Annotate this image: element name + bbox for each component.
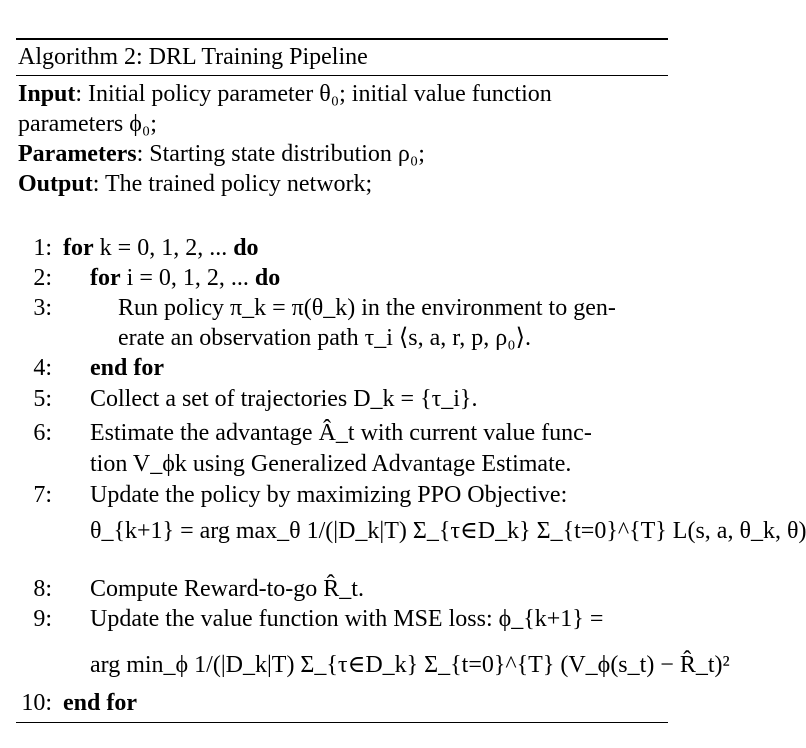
output-label: Output	[18, 171, 93, 197]
algorithm-title: Algorithm 2: DRL Training Pipeline	[18, 44, 368, 70]
output-text: : The trained policy network;	[92, 171, 373, 197]
output-line	[18, 169, 372, 199]
step-1	[63, 233, 259, 263]
step-6-line-2: tion V_ϕk using Generalized Advantage Estimate.	[90, 451, 572, 477]
step-2-for-keyword: for	[90, 265, 121, 291]
step-9-line-2: arg min_ϕ 1/(|D_k|T) Σ_{τ∈D_k} Σ_{t=0}^{T} (V_ϕ(s_t) − R̂_t)²	[90, 652, 730, 678]
step-10-end-for-keyword: end for	[63, 690, 137, 716]
step-9-line-1: Update the value function with MSE loss: ϕ_{k+1} =	[90, 606, 604, 632]
step-3-line-2: erate an observation path τ_i ⟨s, a, r, p, ρ₀⟩.	[118, 325, 531, 351]
step-8-number: 8:	[33, 576, 52, 602]
step-5-number: 5:	[33, 386, 52, 412]
step-2-expression: i = 0, 1, 2, ...	[126, 265, 249, 291]
step-1-expression: k = 0, 1, 2, ...	[99, 235, 228, 261]
step-3-number: 3:	[33, 295, 52, 321]
step-10-number: 10:	[21, 690, 52, 716]
step-7-line-1: Update the policy by maximizing PPO Objective:	[90, 482, 568, 508]
input-line-2: parameters ϕ₀;	[18, 111, 157, 137]
input-text: : Initial policy parameter θ₀; initial value function	[75, 81, 552, 107]
input-label: Input	[18, 81, 76, 107]
step-1-number: 1:	[33, 235, 52, 261]
parameters-line	[18, 139, 425, 169]
parameters-text: : Starting state distribution ρ₀;	[136, 141, 425, 167]
step-1-do-keyword: do	[233, 235, 259, 261]
step-7-line-2: θ_{k+1} = arg max_θ 1/(|D_k|T) Σ_{τ∈D_k} Σ_{t=0}^{T} L(s, a, θ_k, θ)	[90, 518, 806, 544]
top-rule	[16, 38, 668, 40]
title-rule	[16, 75, 668, 76]
bottom-rule	[16, 722, 668, 723]
step-7-number: 7:	[33, 482, 52, 508]
step-4	[90, 353, 164, 383]
step-4-number: 4:	[33, 355, 52, 381]
step-9-number: 9:	[33, 606, 52, 632]
step-2	[90, 263, 280, 293]
step-4-end-for-keyword: end for	[90, 355, 164, 381]
step-6-line-1: Estimate the advantage Â_t with current value func-	[90, 420, 592, 446]
step-2-number: 2:	[33, 265, 52, 291]
input-line	[18, 79, 668, 109]
step-10	[63, 688, 137, 718]
step-8: Compute Reward-to-go R̂_t.	[90, 576, 364, 602]
step-6-number: 6:	[33, 420, 52, 446]
step-2-do-keyword: do	[254, 265, 281, 291]
step-1-for-keyword: for	[63, 235, 94, 261]
step-3-line-1: Run policy π_k = π(θ_k) in the environment to gen-	[118, 295, 616, 321]
step-5: Collect a set of trajectories D_k = {τ_i}.	[90, 386, 478, 412]
parameters-label: Parameters	[18, 141, 137, 167]
